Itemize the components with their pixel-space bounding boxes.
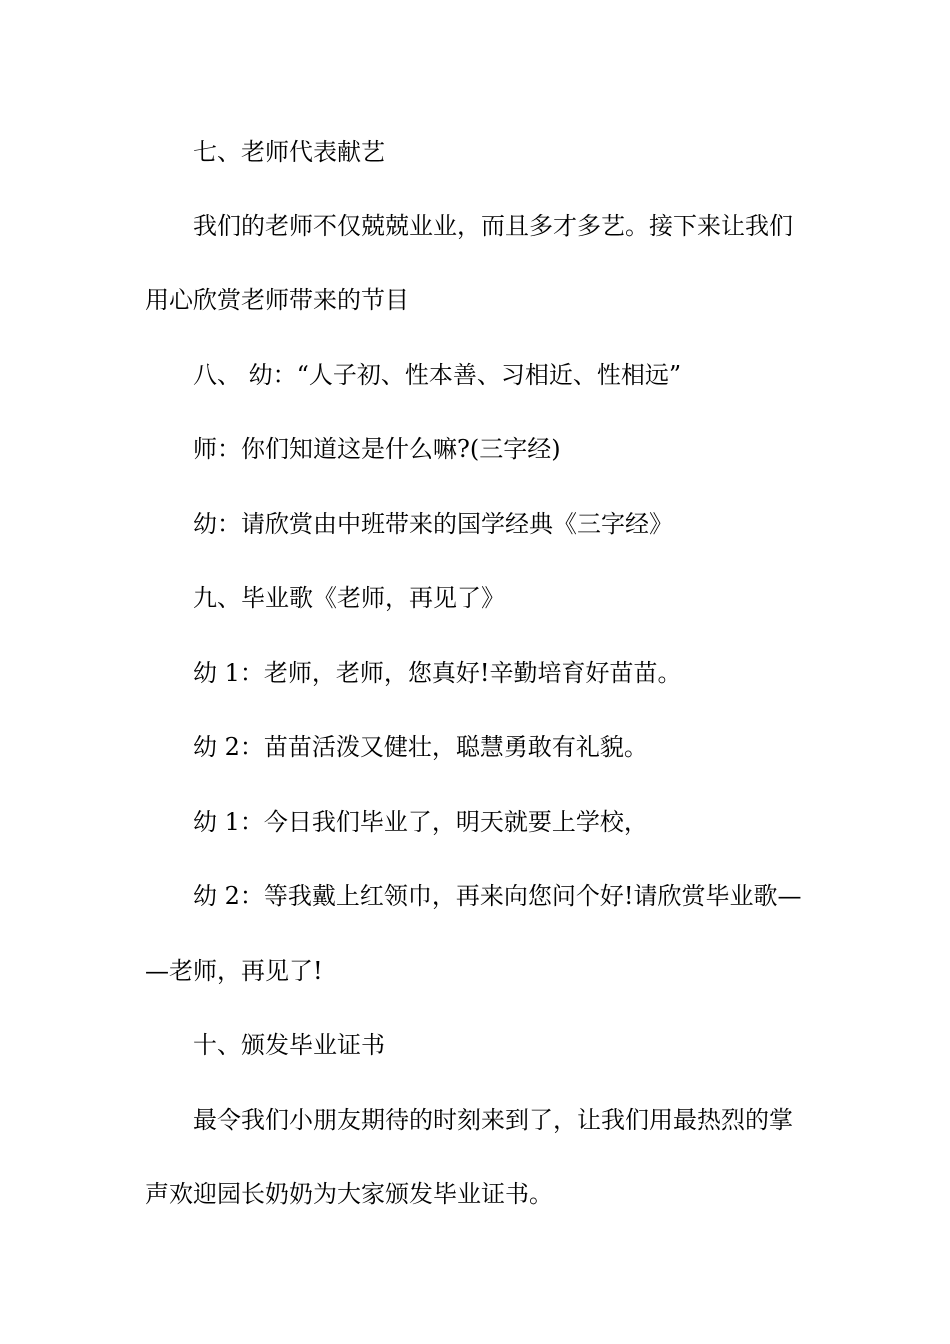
dialogue-line: 幼 1：今日我们毕业了，明天就要上学校， xyxy=(193,808,648,836)
dialogue-line: 幼 2：等我戴上红领巾，再来向您问个好!请欣赏毕业歌— xyxy=(193,882,802,910)
dialogue-line: 幼 1：老师，老师，您真好!辛勤培育好苗苗。 xyxy=(193,659,682,687)
section-heading-10: 十、颁发毕业证书 xyxy=(193,1031,385,1059)
paragraph-line: 最令我们小朋友期待的时刻来到了，让我们用最热烈的掌 xyxy=(193,1106,793,1134)
section-heading-9: 九、毕业歌《老师，再见了》 xyxy=(193,584,505,612)
dialogue-line: 幼：请欣赏由中班带来的国学经典《三字经》 xyxy=(193,510,673,538)
paragraph-line: 我们的老师不仅兢兢业业，而且多才多艺。接下来让我们 xyxy=(193,212,793,240)
dialogue-line: 幼 2：苗苗活泼又健壮，聪慧勇敢有礼貌。 xyxy=(193,733,648,761)
section-heading-7: 七、老师代表献艺 xyxy=(193,138,385,166)
section-heading-8: 八、 幼：“人子初、性本善、习相近、性相远” xyxy=(193,361,682,389)
dialogue-line: —老师，再见了! xyxy=(145,957,323,985)
paragraph-line: 用心欣赏老师带来的节目 xyxy=(145,286,409,314)
paragraph-line: 声欢迎园长奶奶为大家颁发毕业证书。 xyxy=(145,1180,553,1208)
dialogue-line: 师：你们知道这是什么嘛?(三字经) xyxy=(193,435,561,463)
